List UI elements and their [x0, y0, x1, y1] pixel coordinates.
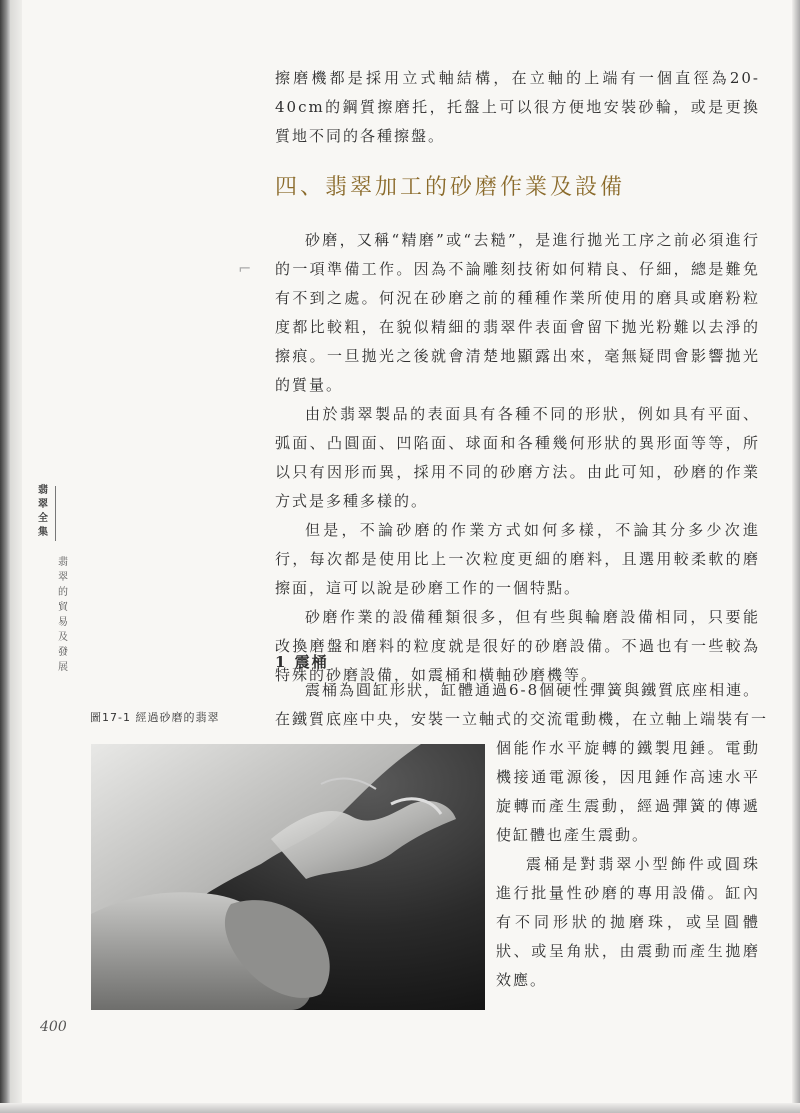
binding-shadow: [10, 0, 22, 1113]
vibration-paragraph-continued: 個能作水平旋轉的鐵製甩錘。電動機接通電源後，因甩錘作高速水平旋轉而產生震動，經過彈簧的傳遞使缸體也產生震動。: [496, 739, 760, 844]
section-title: 四、翡翠加工的砂磨作業及設備: [275, 175, 626, 200]
chapter-title-vertical: 翡翠的貿易及發展: [58, 557, 68, 673]
paragraph-2: 由於翡翠製品的表面具有各種不同的形狀，例如具有平面、弧面、凸圓面、凹陷面、球面和各種幾何形狀的異形面等等，所以只有因形而異，採用不同的砂磨方法。由此可知，砂磨的作業方式是多種多樣的。: [275, 405, 760, 510]
intro-paragraph: [275, 64, 760, 151]
page-edge-bottom: [0, 1103, 800, 1113]
paragraph-1: 砂磨，又稱“精磨”或“去糙”，是進行拋光工序之前必須進行的一項準備工作。因為不論雕刻技術如何精良、仔細，總是難免有不到之處。何況在砂磨之前的種種作業所使用的磨具或磨粉粒度都比較粗，在貌似精細的翡翠件表面會留下拋光粉難以去淨的擦痕。一旦拋光之後就會清楚地顯露出來，毫無疑問會影響拋光的質量。: [275, 231, 760, 394]
paragraph-3: 但是，不論砂磨的作業方式如何多樣，不論其分多少次進行，每次都是使用比上一次粒度更細的磨料，且選用較柔軟的磨擦面，這可以說是砂磨工作的一個特點。: [275, 521, 760, 597]
sub-heading: 1 震桶: [275, 653, 329, 671]
page-edge-right: [792, 0, 800, 1113]
figure-caption: 圖17-1 經過砂磨的翡翠: [90, 711, 220, 724]
jade-photo: [91, 744, 485, 1010]
vibration-text-line-2: 在鐵質底座中央，安裝一立軸式的交流電動機，在立軸上端裝有一: [275, 710, 769, 728]
paragraph-4: 砂磨作業的設備種類很多，但有些與輪磨設備相同，只要能改換磨盤和磨料的粒度就是很好的砂磨設備。不過也有一些較為特殊的砂磨設備，如震桶和橫軸砂磨機等。: [275, 608, 760, 684]
intro-text: 擦磨機都是採用立式軸結構，在立軸的上端有一個直徑為20-40cm的鋼質擦磨托，托盤上可以很方便地安裝砂輪，或是更換質地不同的各種擦盤。: [275, 69, 760, 145]
jade-carving-image: [91, 744, 485, 1010]
side-divider: [55, 486, 56, 541]
vibration-text-line-1: 震桶為圓缸形狀，缸體通過6-8個硬性彈簧與鐵質底座相連。: [305, 681, 761, 699]
vibration-paragraph-2: 震桶是對翡翠小型飾件或圓珠進行批量性砂磨的專用設備。缸內有不同形狀的拋磨珠，或呈圓體狀、或呈角狀，由震動而產生拋磨效應。: [496, 855, 760, 989]
page-mark-icon: ⌐: [238, 259, 252, 278]
vibration-text-wrap: [496, 734, 760, 995]
body-text: [275, 226, 760, 690]
book-title-vertical: 翡翠全集: [38, 485, 48, 538]
binding-gutter: [0, 0, 10, 1113]
page-number: 400: [40, 1019, 67, 1035]
